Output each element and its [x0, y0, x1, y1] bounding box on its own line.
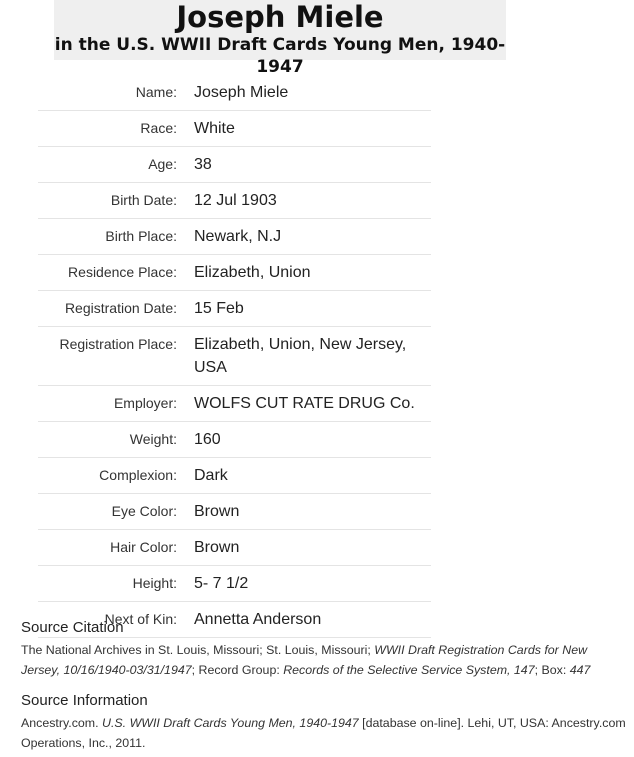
source-info-publisher: Ancestry.com. — [21, 716, 103, 730]
citation-title: WWII Draft Registration Cards for New Jersey, 10/16/1940-03/31/1947 — [21, 643, 588, 677]
fact-row-name — [38, 75, 431, 111]
source-citation-text — [21, 640, 626, 680]
fact-row-employer — [38, 386, 431, 422]
fact-value: Newark, N.J — [194, 219, 431, 255]
fact-row-race — [38, 111, 431, 147]
fact-value: Dark — [194, 458, 431, 494]
fact-label: Registration Place: — [38, 327, 194, 386]
collection-subtitle: in the U.S. WWII Draft Cards Young Men, 1940-1947 — [54, 35, 506, 77]
source-info-title: U.S. WWII Draft Cards Young Men, 1940-1947 — [102, 716, 359, 730]
fact-label: Race: — [38, 111, 194, 147]
fact-value: 38 — [194, 147, 431, 183]
person-name-heading: Joseph Miele — [176, 0, 384, 34]
fact-row-registration-place — [38, 327, 431, 386]
fact-row-birth-date — [38, 183, 431, 219]
fact-label: Employer: — [38, 386, 194, 422]
fact-label: Birth Date: — [38, 183, 194, 219]
fact-label: Birth Place: — [38, 219, 194, 255]
source-citation-section — [21, 618, 626, 680]
fact-row-complexion — [38, 458, 431, 494]
fact-row-eye-color — [38, 494, 431, 530]
source-information-section — [21, 691, 626, 753]
fact-label: Residence Place: — [38, 255, 194, 291]
citation-box-label: ; Box: — [534, 663, 570, 677]
fact-row-birth-place — [38, 219, 431, 255]
fact-value: Elizabeth, Union — [194, 255, 431, 291]
fact-row-residence-place — [38, 255, 431, 291]
fact-label: Weight: — [38, 422, 194, 458]
fact-value: Joseph Miele — [194, 75, 431, 111]
fact-value: WOLFS CUT RATE DRUG Co. — [194, 386, 431, 422]
citation-record-group-label: ; Record Group: — [191, 663, 284, 677]
source-information-text — [21, 713, 626, 753]
fact-label: Eye Color: — [38, 494, 194, 530]
fact-value: 15 Feb — [194, 291, 431, 327]
record-header — [54, 0, 506, 77]
fact-value: Elizabeth, Union, New Jersey, USA — [194, 327, 431, 386]
fact-label: Height: — [38, 566, 194, 602]
fact-row-age — [38, 147, 431, 183]
fact-row-registration-date — [38, 291, 431, 327]
citation-box: 447 — [569, 663, 591, 677]
source-info-details: [database on-line]. Lehi, UT, USA: Ancestry.com Operations, Inc., 2011. — [21, 716, 626, 750]
facts-table — [38, 75, 431, 638]
fact-value: White — [194, 111, 431, 147]
fact-row-height — [38, 566, 431, 602]
fact-value: 5- 7 1/2 — [194, 566, 431, 602]
fact-value: Brown — [194, 494, 431, 530]
fact-label: Hair Color: — [38, 530, 194, 566]
source-information-heading: Source Information — [21, 692, 148, 709]
citation-record-group: Records of the Selective Service System, 147 — [283, 663, 535, 677]
fact-label: Age: — [38, 147, 194, 183]
fact-label: Next of Kin: — [38, 602, 194, 638]
citation-archive-text: The National Archives in St. Louis, Missouri; St. Louis, Missouri; — [21, 643, 375, 657]
fact-label: Complexion: — [38, 458, 194, 494]
fact-value: Annetta Anderson — [194, 602, 431, 638]
fact-label: Registration Date: — [38, 291, 194, 327]
fact-label: Name: — [38, 75, 194, 111]
fact-value: 160 — [194, 422, 431, 458]
fact-value: Brown — [194, 530, 431, 566]
fact-value: 12 Jul 1903 — [194, 183, 431, 219]
fact-row-weight — [38, 422, 431, 458]
fact-row-hair-color — [38, 530, 431, 566]
source-citation-heading: Source Citation — [21, 619, 124, 636]
